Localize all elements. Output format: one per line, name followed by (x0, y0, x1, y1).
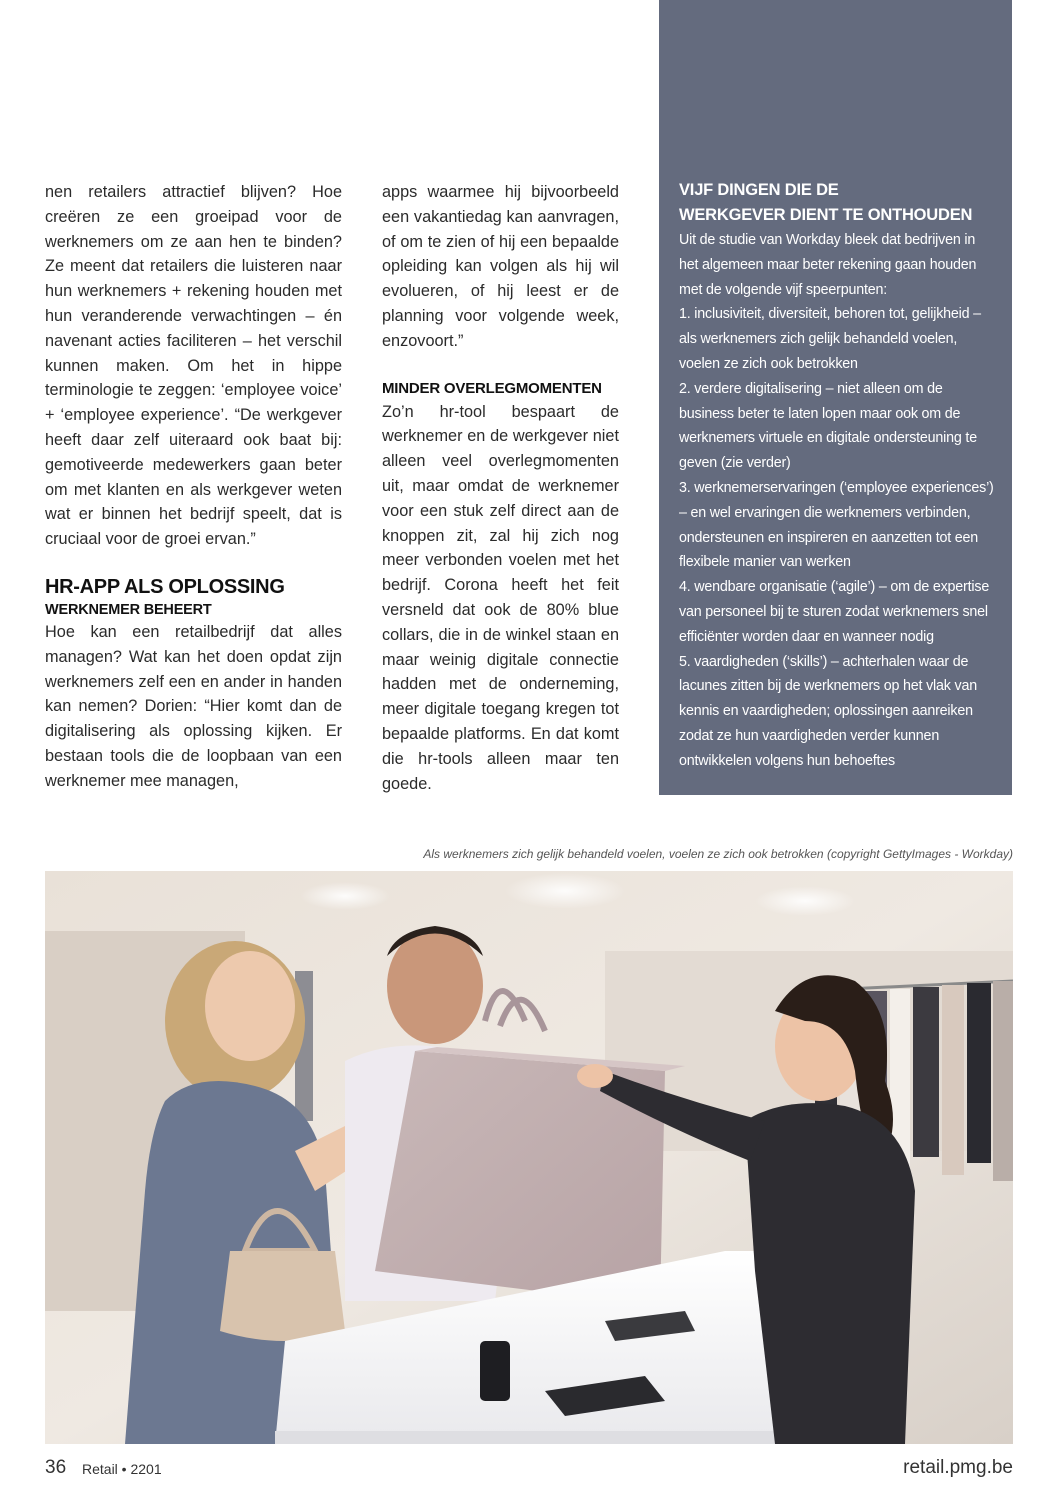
col2-intro-paragraph: apps waarmee hij bijvoorbeeld een vakantiedag kan aanvragen, of om te zien of hij een bepaalde opleiding kan volgen als hij wil evolueren, of hij leest er de planning voor volgende week, enzovoort.” (382, 183, 619, 350)
sidebar-list-item: 3. werknemerservaringen (‘employee experiences’) – en wel ervaringen die werknemers verbinden, ondersteunen en inspireren en aanzetten tot een flexibele manier van werken (679, 479, 994, 571)
sidebar-box (659, 0, 1012, 795)
article-column-2 (382, 180, 619, 796)
store-photo (45, 871, 1013, 1444)
page-number: 36 (45, 1457, 67, 1478)
sidebar-list-item: 2. verdere digitalisering – niet alleen om de business beter te laten lopen maar ook om de werknemers virtuele en digitale ondersteuning te geven (zie verder) (679, 380, 977, 472)
sidebar-list-item: 5. vaardigheden (‘skills’) – achterhalen waar de lacunes zitten bij de werknemers op het vlak van kennis en vaardigheden; oplossingen aanreiken zodat ze hun vaardigheden verder kunnen ontwikkelen volgens hun behoeftes (679, 653, 977, 769)
col2-body-paragraph: Zo’n hr-tool bespaart de werknemer en de werkgever niet alleen veel overlegmomenten uit, maar omdat de werknemer voor een stuk zelf direct aan de knoppen zit, zal hij zich nog meer verbonden voelen met het bedrijf. Corona heeft het feit versneld dat ook de 80% blue collars, die in de winkel staan en maar weinig digitale connectie hadden met de onderneming, meer digitale toegang kregen tot bepaalde platforms. En dat komt die hr-tools alleen maar ten goede. (382, 402, 619, 793)
sidebar-title-line-2: WERKGEVER DIENT TE ONTHOUDEN (679, 206, 973, 224)
sidebar-list-item: 1. inclusiviteit, diversiteit, behoren tot, gelijkheid – als werknemers zich gelijk behandeld voelen, voelen ze zich ook betrokken (679, 306, 981, 372)
sidebar-intro: Uit de studie van Workday bleek dat bedrijven in het algemeen maar beter rekening gaan houden met de volgende vijf speerpunten: (679, 232, 977, 298)
section-subheading-werknemer: WERKNEMER BEHEERT (45, 601, 212, 618)
sidebar-list-item: 4. wendbare organisatie (‘agile’) – om de expertise van personeel bij te sturen zodat werknemers snel efficiënter worden daar en wanneer nodig (679, 579, 990, 645)
section-heading-hr-app: HR-APP ALS OPLOSSING (45, 575, 285, 598)
photo-caption: Als werknemers zich gelijk behandeld voelen, voelen ze zich ook betrokken (copyright GettyImages - Workday) (423, 847, 1013, 861)
sidebar-title-line-1: VIJF DINGEN DIE DE (679, 181, 839, 199)
website-url[interactable]: retail.pmg.be (903, 1457, 1013, 1478)
col1-body-paragraph: Hoe kan een retailbedrijf dat alles managen? Wat kan het doen opdat zijn werknemers zelf een en ander in handen kan nemen? Dorien: “Hier komt dan de digitalisering als oplossing kijken. Er bestaan tools die de loopbaan van een werknemer mee managen, (45, 622, 342, 790)
article-column-1 (45, 180, 342, 794)
store-photo-illustration (45, 871, 1013, 1444)
section-heading-overleg: MINDER OVERLEGMOMENTEN (382, 379, 602, 397)
magazine-issue: Retail • 2201 (82, 1461, 162, 1477)
col1-intro-paragraph: nen retailers attractief blijven? Hoe creëren ze een groeipad voor de werknemers om ze aan hen te binden? Ze meent dat retailers die luisteren naar hun werknemers + rekening houden met hun veranderende verwachtingen – én navenant acties faciliteren – het verschil kunnen maken. Om het in hippe terminologie te zeggen: ‘employee voice’ + ‘employee experience’. “De werkgever heeft daar zelf uiteraard ook baat bij: gemotiveerde medewerkers gaan beter om met klanten en als werkgever weten wat er binnen het bedrijf speelt, dat is cruciaal voor de groei ervan.” (45, 183, 342, 549)
